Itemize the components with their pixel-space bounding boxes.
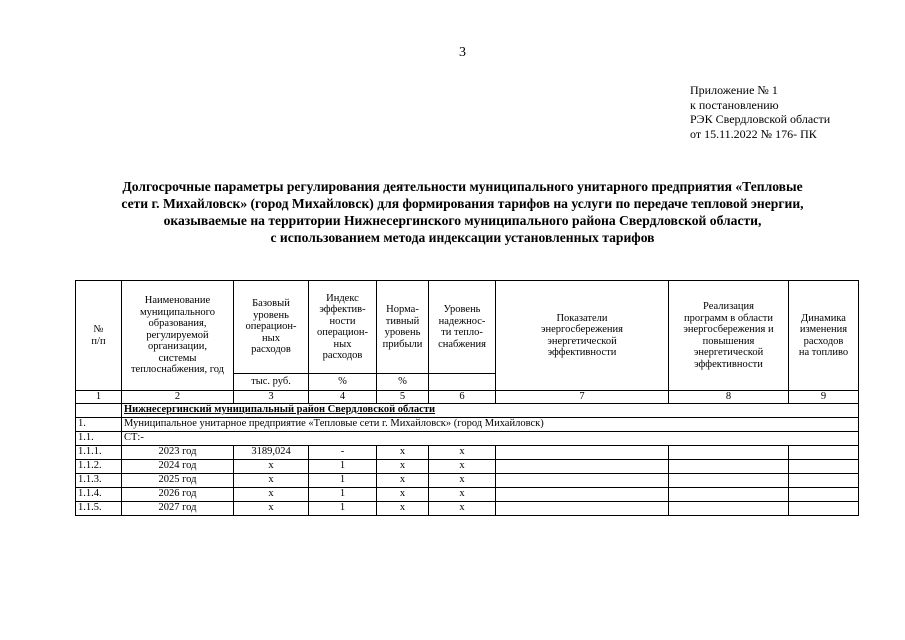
row-energy-saving [496, 487, 669, 501]
row-index: - [309, 445, 377, 459]
organization-num: 1. [76, 417, 122, 431]
row-profit: x [377, 501, 429, 515]
row-programs [669, 501, 789, 515]
header-name: Наименование муниципального образования, регулируемой организации, системы теплоснабжения, год [122, 281, 234, 391]
appendix-line: от 15.11.2022 № 176- ПК [690, 126, 817, 141]
row-num: 1.1.1. [76, 445, 122, 459]
row-reliability: x [429, 459, 496, 473]
row-num: 1.1.3. [76, 473, 122, 487]
row-index: 1 [309, 487, 377, 501]
unit-reliability-empty [429, 374, 496, 391]
table-row [76, 473, 859, 487]
column-number: 7 [496, 391, 669, 404]
appendix-block [690, 83, 830, 141]
row-fuel [789, 473, 859, 487]
column-number-row [76, 391, 859, 404]
page-number: 3 [459, 45, 466, 60]
row-year: 2025 год [122, 473, 234, 487]
row-year: 2024 год [122, 459, 234, 473]
row-year: 2027 год [122, 501, 234, 515]
row-base: x [234, 473, 309, 487]
row-base: 3189,024 [234, 445, 309, 459]
appendix-line: РЭК Свердловской области [690, 112, 831, 126]
row-profit: x [377, 487, 429, 501]
header-num: № п/п [76, 281, 122, 391]
row-energy-saving [496, 445, 669, 459]
organization-name: Муниципальное унитарное предприятие «Тепловые сети г. Михайловск» (город Михайловск) [122, 417, 859, 431]
row-programs [669, 487, 789, 501]
row-base: x [234, 501, 309, 515]
unit-base-level: тыс. руб. [234, 374, 309, 391]
header-programs: Реализация программ в области энергосбережения и повышения энергетической эффективности [669, 281, 789, 391]
row-profit: x [377, 459, 429, 473]
column-number: 4 [309, 391, 377, 404]
row-index: 1 [309, 501, 377, 515]
row-programs [669, 473, 789, 487]
column-number: 6 [429, 391, 496, 404]
column-number: 9 [789, 391, 859, 404]
row-fuel [789, 445, 859, 459]
table-row [76, 459, 859, 473]
appendix-line: к постановлению [690, 97, 779, 112]
header-fuel-dynamics: Динамика изменения расходов на топливо [789, 281, 859, 391]
row-fuel [789, 487, 859, 501]
column-number: 5 [377, 391, 429, 404]
row-fuel [789, 501, 859, 515]
table-row [76, 445, 859, 459]
system-row [76, 431, 859, 445]
row-energy-saving [496, 459, 669, 473]
header-base-level: Базовый уровень операцион- ных расходов [234, 281, 309, 374]
unit-profit-level: % [377, 374, 429, 391]
title-line: оказываемые на территории Нижнесергинского муниципального района Свердловской области, [163, 213, 762, 228]
row-energy-saving [496, 473, 669, 487]
title-line: сети г. Михайловск» (город Михайловск) для формирования тарифов на услуги по передаче тепловой энергии, [121, 196, 804, 211]
parameters-table [75, 280, 859, 516]
table-row [76, 487, 859, 501]
title-line: Долгосрочные параметры регулирования деятельности муниципального унитарного предприятия «Тепловые [122, 179, 803, 194]
unit-efficiency-index: % [309, 374, 377, 391]
row-profit: x [377, 445, 429, 459]
row-index: 1 [309, 473, 377, 487]
row-index: 1 [309, 459, 377, 473]
row-reliability: x [429, 501, 496, 515]
row-base: x [234, 487, 309, 501]
column-number: 1 [76, 391, 122, 404]
table-row [76, 501, 859, 515]
column-number: 3 [234, 391, 309, 404]
row-base: x [234, 459, 309, 473]
row-year: 2026 год [122, 487, 234, 501]
row-profit: x [377, 473, 429, 487]
header-profit-level: Норма- тивный уровень прибыли [377, 281, 429, 374]
row-reliability: x [429, 487, 496, 501]
row-num: 1.1.2. [76, 459, 122, 473]
row-programs [669, 459, 789, 473]
row-energy-saving [496, 501, 669, 515]
header-energy-saving: Показатели энергосбережения энергетической эффективности [496, 281, 669, 391]
header-efficiency-index: Индекс эффектив- ности операцион- ных расходов [309, 281, 377, 374]
header-reliability: Уровень надежнос- ти тепло- снабжения [429, 281, 496, 374]
column-number: 8 [669, 391, 789, 404]
district-row [76, 403, 859, 417]
row-fuel [789, 459, 859, 473]
row-year: 2023 год [122, 445, 234, 459]
organization-row [76, 417, 859, 431]
district-name: Нижнесергинский муниципальный район Свердловской области [122, 403, 859, 417]
header-row [76, 281, 859, 374]
row-num: 1.1.4. [76, 487, 122, 501]
row-reliability: x [429, 473, 496, 487]
system-num: 1.1. [76, 431, 122, 445]
appendix-line: Приложение № 1 [690, 83, 778, 97]
row-reliability: x [429, 445, 496, 459]
district-num-empty [76, 403, 122, 417]
title-line: с использованием метода индексации установленных тарифов [270, 230, 655, 245]
row-num: 1.1.5. [76, 501, 122, 515]
row-programs [669, 445, 789, 459]
document-title [60, 178, 865, 246]
system-name: СТ:- [122, 431, 859, 445]
column-number: 2 [122, 391, 234, 404]
